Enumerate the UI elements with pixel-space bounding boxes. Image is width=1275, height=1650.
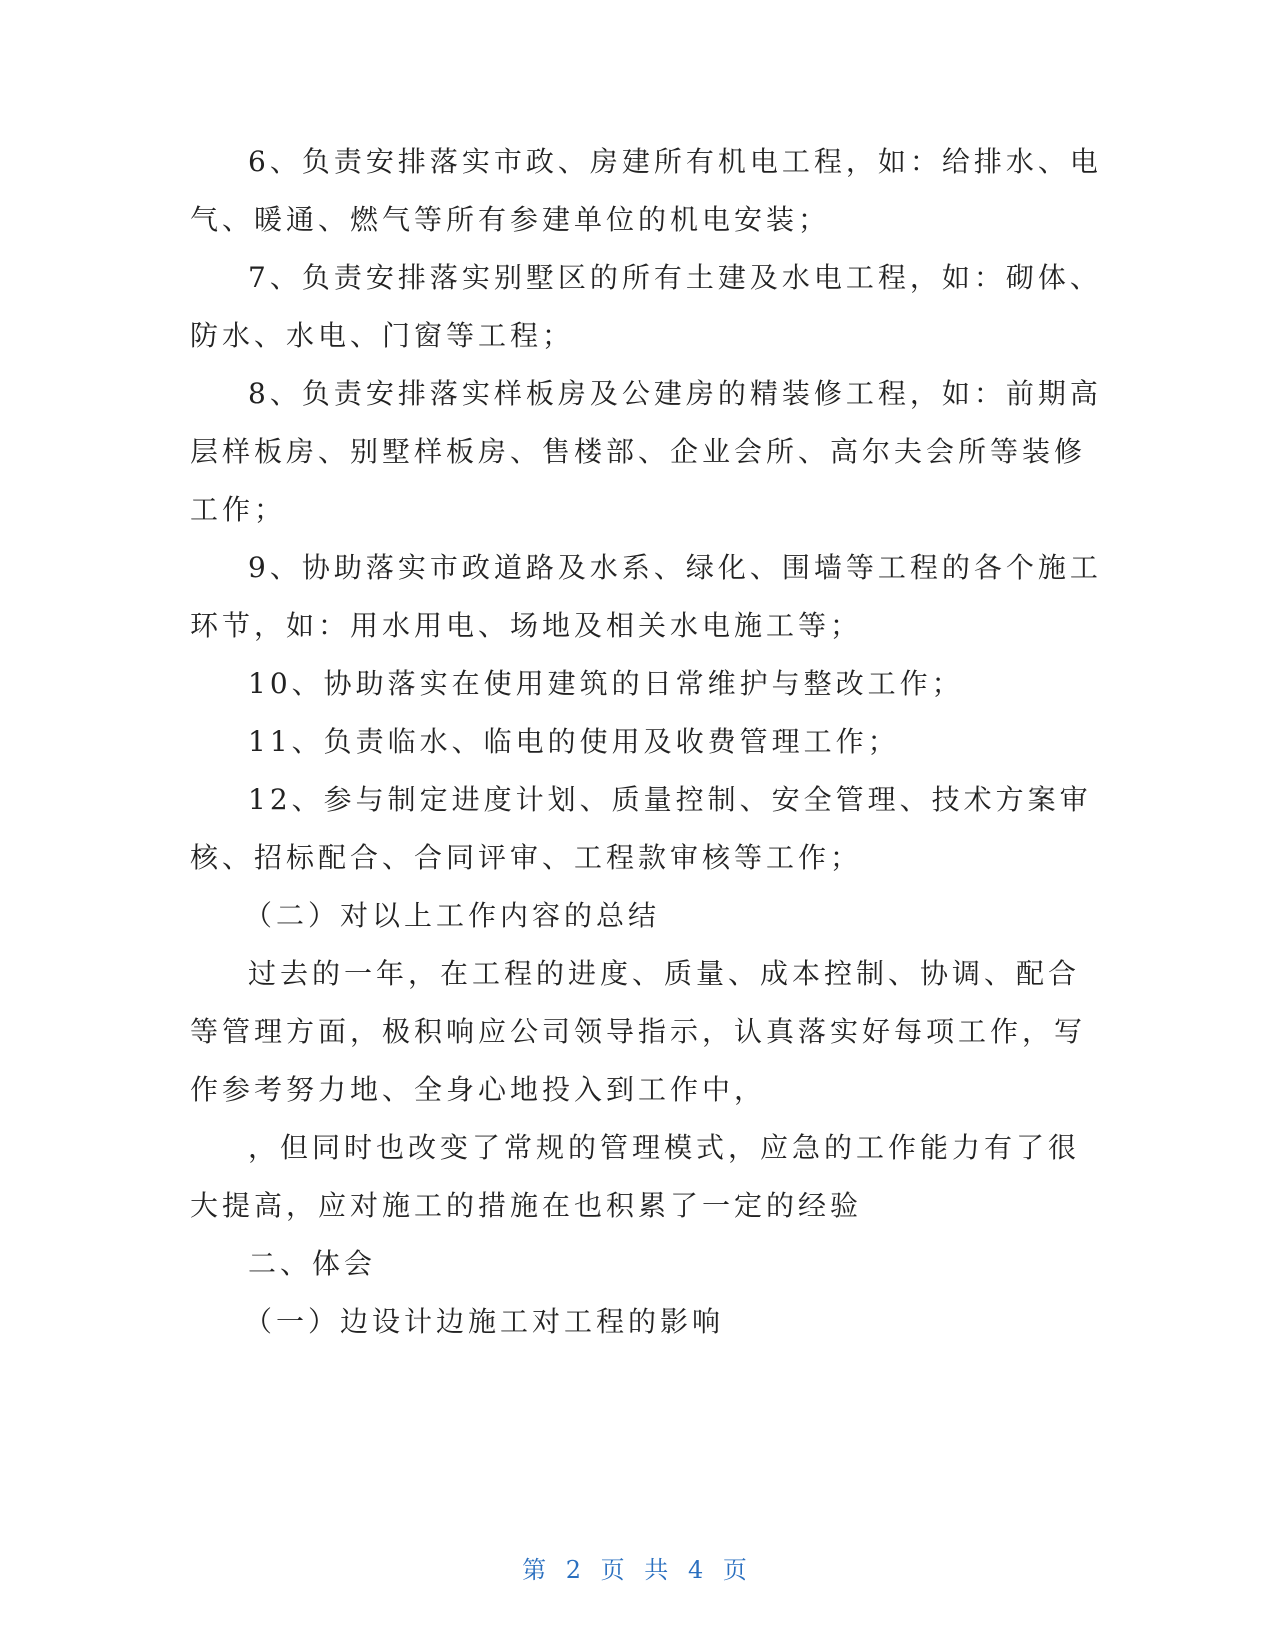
text-line: 12、参与制定进度计划、质量控制、安全管理、技术方案审 bbox=[248, 783, 1092, 816]
section-heading: （二）对以上工作内容的总结 bbox=[244, 899, 661, 932]
text-line: 层样板房、别墅样板房、售楼部、企业会所、高尔夫会所等装修 bbox=[190, 435, 1087, 468]
text-line: 环节，如：用水用电、场地及相关水电施工等； bbox=[190, 609, 863, 642]
text-line: 防水、水电、门窗等工程； bbox=[190, 319, 575, 352]
text-line: 作参考努力地、全身心地投入到工作中， bbox=[190, 1073, 767, 1106]
section-heading: （一）边设计边施工对工程的影响 bbox=[244, 1305, 725, 1338]
text-line: 核、招标配合、合同评审、工程款审核等工作； bbox=[190, 841, 863, 874]
page-number-footer: 第 2 页 共 4 页 bbox=[522, 1556, 753, 1584]
text-line: ，但同时也改变了常规的管理模式，应急的工作能力有了很 bbox=[248, 1131, 1081, 1164]
text-line: 大提高，应对施工的措施在也积累了一定的经验 bbox=[190, 1189, 863, 1222]
text-line: 10、协助落实在使用建筑的日常维护与整改工作； bbox=[248, 667, 964, 700]
text-line: 11、负责临水、临电的使用及收费管理工作； bbox=[248, 725, 900, 758]
text-line: 过去的一年，在工程的进度、质量、成本控制、协调、配合 bbox=[248, 957, 1081, 990]
text-line: 等管理方面，极积响应公司领导指示，认真落实好每项工作，写 bbox=[190, 1015, 1087, 1048]
text-line: 7、负责安排落实别墅区的所有土建及水电工程，如：砌体、 bbox=[248, 261, 1102, 294]
section-heading: 二、体会 bbox=[248, 1247, 377, 1280]
text-line: 工作； bbox=[190, 493, 287, 526]
text-line: 8、负责安排落实样板房及公建房的精装修工程，如：前期高 bbox=[248, 377, 1102, 410]
text-line: 9、协助落实市政道路及水系、绿化、围墙等工程的各个施工 bbox=[248, 551, 1102, 584]
text-line: 气、暖通、燃气等所有参建单位的机电安装； bbox=[190, 203, 831, 236]
text-line: 6、负责安排落实市政、房建所有机电工程，如：给排水、电 bbox=[248, 145, 1102, 178]
